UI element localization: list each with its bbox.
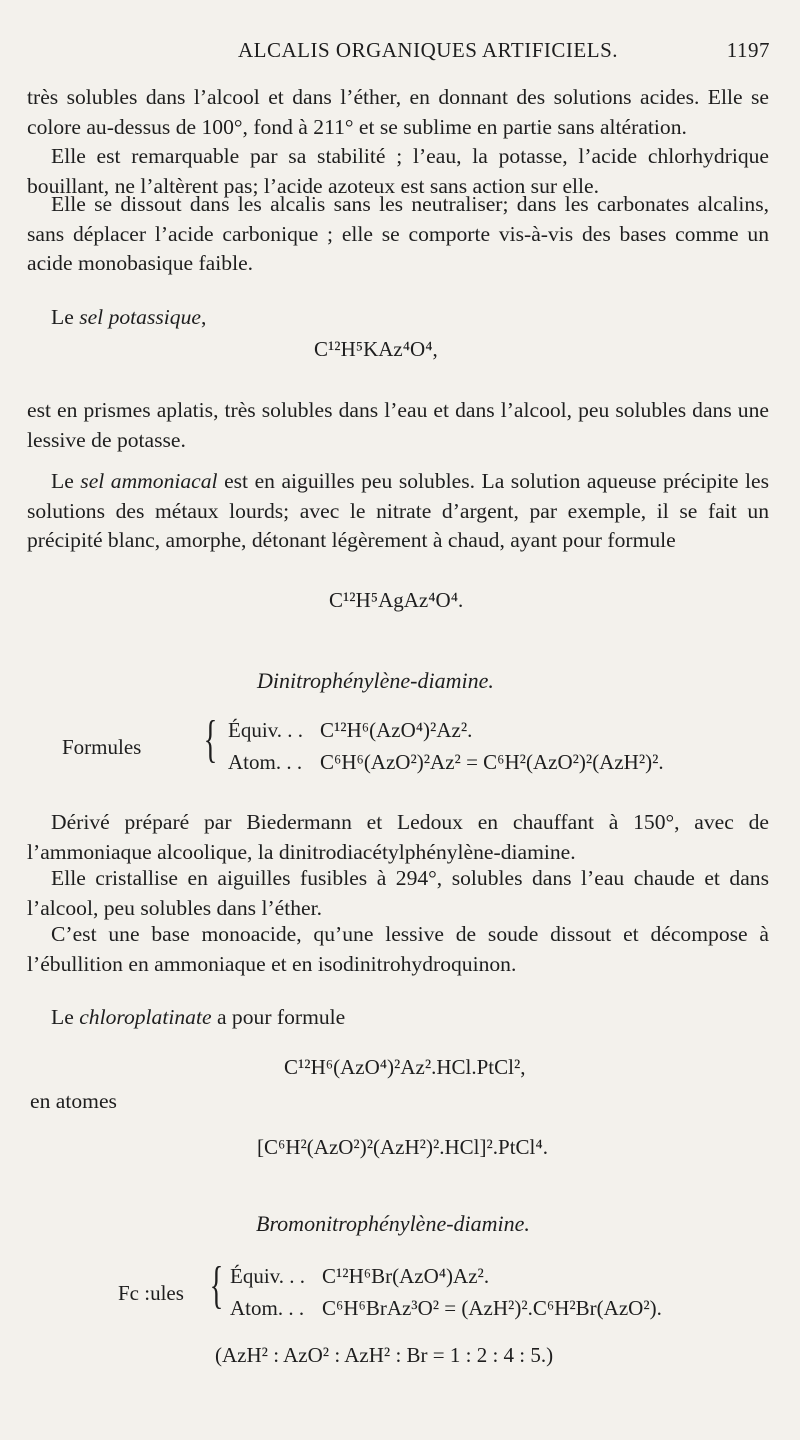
chloroplatinate-term: chloroplatinate: [79, 1005, 212, 1029]
formula-sel-potassique: C¹²H⁵KAz⁴O⁴,: [314, 337, 438, 361]
equiv-row: [228, 718, 472, 743]
equiv-label: Équiv. . .: [228, 718, 304, 742]
formula-chloroplatinate-atoms: [C⁶H²(AzO²)²(AzH²)².HCl]².PtCl⁴.: [257, 1135, 548, 1159]
chloroplatinate-intro: [27, 1003, 769, 1033]
section-heading-bromonitro: Bromonitrophénylène-diamine.: [256, 1211, 530, 1236]
running-header: [60, 38, 770, 68]
formulas-label-2: Fc :ules: [118, 1281, 184, 1305]
ammoniacal-prefix: Le: [51, 469, 81, 493]
section-heading-dinitro: Dinitrophénylène-diamine.: [257, 668, 494, 693]
equiv-formula-2: C¹²H⁶Br(AzO⁴)Az².: [322, 1264, 490, 1288]
atom-label-2: Atom. . .: [230, 1296, 305, 1320]
intro-suffix: ,: [200, 305, 207, 329]
paragraph-base: C’est une base monoacide, qu’une lessive de soude dissout et décompose à l’ébullition en ammoniaque et en isodinitrohydroquinon.: [27, 922, 769, 976]
equiv-formula: C¹²H⁶(AzO⁴)²Az².: [320, 718, 473, 742]
formulas-block-dinitro: [62, 711, 762, 788]
atom-formula-2: C⁶H⁶BrAz³O² = (AzH²)².C⁶H²Br(AzO²).: [322, 1296, 662, 1320]
paragraph-preparation: Dérivé préparé par Biedermann et Ledoux en chauffant à 150°, avec de l’ammoniaque alcoolique, la dinitrodiacétylphénylène-diamine.: [27, 810, 769, 864]
paragraph-sel-potassique: est en prismes aplatis, très solubles dans l’eau et dans l’alcool, peu solubles dans une lessive de potasse.: [27, 398, 769, 452]
atom-row: [228, 750, 664, 775]
formula-sel-ammoniacal: C¹²H⁵AgAz⁴O⁴.: [329, 588, 464, 612]
ammoniacal-text: est en aiguilles peu solubles. La solution aqueuse précipite les solutions des métaux lourds; avec le nitrate d’argent, par exemple, il se fait un précipité blanc, amorphe, détonant légèrement à chaud, ayant pour formule: [27, 469, 769, 552]
chloro-prefix: Le: [51, 1005, 80, 1029]
paragraph-stability: Elle est remarquable par sa stabilité ; l’eau, la potasse, l’acide chlorhydrique bouillant, ne l’altèrent pas; l’acide azoteux est sans action sur elle.: [27, 144, 769, 198]
intro-prefix: Le: [51, 305, 80, 329]
atom-formula: C⁶H⁶(AzO²)²Az² = C⁶H²(AzO²)²(AzH²)².: [320, 750, 664, 774]
paragraph-solubility: très solubles dans l’alcool et dans l’éther, en donnant des solutions acides. Elle se colore au-dessus de 100°, fond à 211° et se sublime en partie sans altération.: [27, 85, 769, 139]
running-title: ALCALIS ORGANIQUES ARTIFICIELS.: [238, 38, 618, 62]
atom-label: Atom. . .: [228, 750, 303, 774]
equiv-label-2: Équiv. . .: [230, 1264, 306, 1288]
paragraph-crystallisation: Elle cristallise en aiguilles fusibles à 294°, solubles dans l’eau chaude et dans l’alcool, peu solubles dans l’éther.: [27, 866, 769, 920]
page-number: 1197: [726, 38, 770, 62]
brace-icon: {: [203, 711, 218, 768]
sel-ammoniacal-term: sel ammoniacal: [80, 469, 218, 493]
atom-row-2: [230, 1296, 662, 1321]
sel-potassique-term: sel potassique: [79, 305, 201, 329]
en-atomes-label: en atomes: [30, 1089, 117, 1113]
sel-potassique-intro: [27, 303, 769, 333]
formulas-block-bromonitro: [118, 1257, 778, 1334]
paragraph-sel-ammoniacal: [27, 467, 769, 556]
formulas-label: Formules: [62, 735, 142, 759]
paragraph-alkali: Elle se dissout dans les alcalis sans les neutraliser; dans les carbonates alcalins, sans déplacer l’acide carbonique ; elle se comporte vis-à-vis des bases comme un acide monobasique faible.: [27, 192, 769, 275]
ratio-note: (AzH² : AzO² : AzH² : Br = 1 : 2 : 4 : 5.): [215, 1343, 554, 1367]
chloro-suffix: a pour formule: [211, 1005, 346, 1029]
equiv-row-2: [230, 1264, 489, 1289]
brace-icon: {: [209, 1257, 224, 1314]
formula-chloroplatinate: C¹²H⁶(AzO⁴)²Az².HCl.PtCl²,: [284, 1055, 526, 1079]
